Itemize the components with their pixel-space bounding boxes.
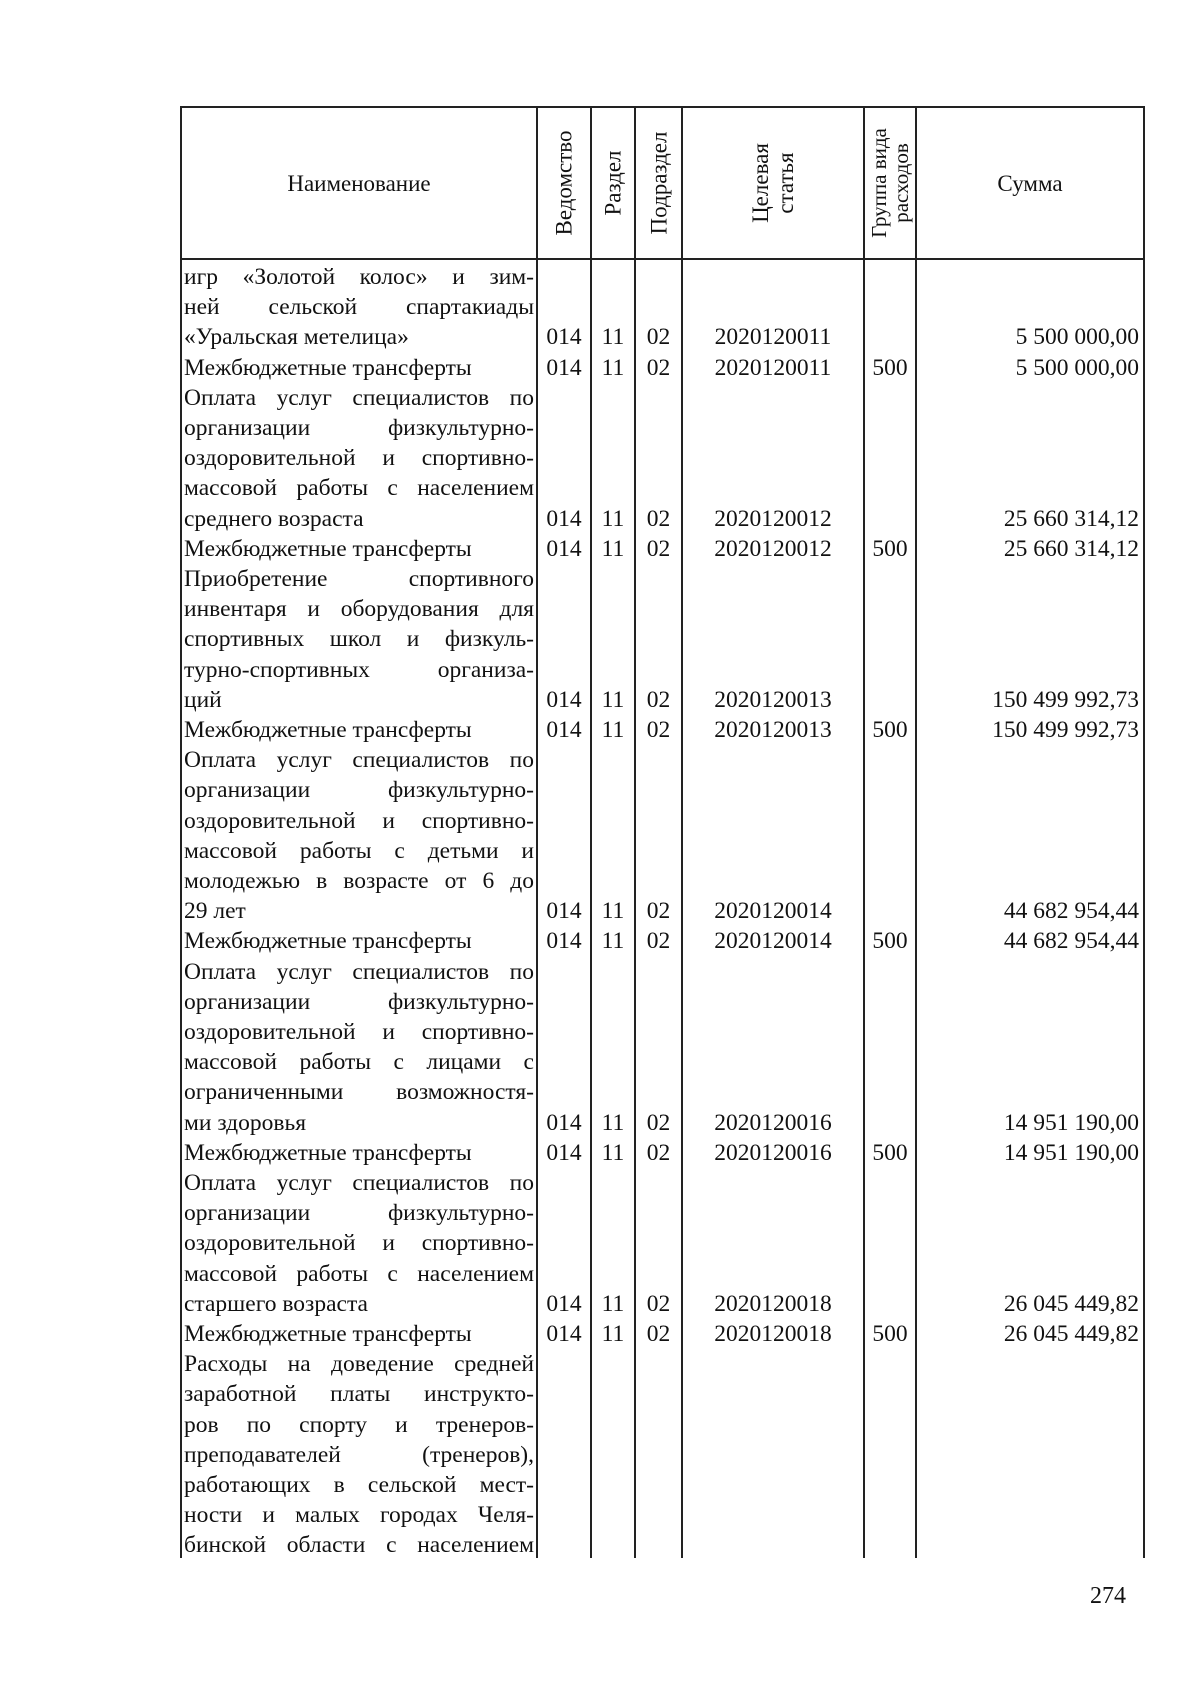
cell-naimenovanie: оздоровительной и спортивно-: [184, 445, 534, 471]
header-gruppa-line1: Группа вида: [867, 128, 891, 238]
header-celevaya-text: [748, 143, 798, 223]
header-podrazdel: [636, 108, 681, 258]
cell-razdel: 11: [601, 898, 625, 924]
cell-naimenovanie: Межбюджетные трансферты: [184, 536, 472, 562]
cell-gruppa-vida: [865, 322, 915, 352]
cell-podrazdel: 02: [646, 1110, 671, 1136]
cell-naimenovanie: преподавателей (тренеров),: [184, 1442, 534, 1468]
cell-naimenovanie: ров по спорту и тренеров-: [184, 1412, 534, 1438]
header-celevaya: [683, 108, 863, 258]
cell-summa: 44 682 954,44: [1003, 928, 1139, 954]
cell-razdel: 11: [601, 1140, 625, 1166]
cell-celevaya-statya: 2020120016: [714, 1110, 832, 1136]
cell-vedomstvo: 014: [546, 536, 582, 562]
cell-vedomstvo: 014: [546, 355, 582, 381]
cell-naimenovanie: бинской области с населением: [184, 1532, 534, 1558]
cell-naimenovanie: ограниченными возможностя-: [184, 1079, 534, 1105]
cell-naimenovanie: 29 лет: [184, 898, 246, 924]
cell-summa: 5 500 000,00: [1015, 324, 1139, 350]
cell-naimenovanie: ми здоровья: [184, 1110, 307, 1136]
cell-naimenovanie: массовой работы с населением: [184, 475, 534, 501]
cell-gruppa-vida: 500: [872, 1140, 908, 1166]
cell-vedomstvo: 014: [546, 717, 582, 743]
cell-podrazdel: 02: [646, 687, 671, 713]
cell-naimenovanie: оздоровительной и спортивно-: [184, 808, 534, 834]
header-celevaya-line2: статья: [773, 152, 798, 214]
cell-vedomstvo: 014: [546, 1140, 582, 1166]
cell-vedomstvo: 014: [546, 928, 582, 954]
cell-vedomstvo: 014: [546, 687, 582, 713]
cell-naimenovanie: Межбюджетные трансферты: [184, 717, 472, 743]
cell-summa: 14 951 190,00: [1003, 1110, 1139, 1136]
cell-naimenovanie: работающих в сельской мест-: [184, 1472, 534, 1498]
cell-gruppa-vida: 500: [872, 1321, 908, 1347]
cell-naimenovanie: старшего возраста: [184, 1291, 368, 1317]
page-number: 274: [1090, 1583, 1126, 1609]
cell-naimenovanie: массовой работы с детьми и: [184, 838, 534, 864]
cell-podrazdel: 02: [646, 928, 671, 954]
cell-podrazdel: 02: [646, 898, 671, 924]
cell-gruppa-vida: [865, 896, 915, 926]
cell-celevaya-statya: 2020120012: [714, 506, 832, 532]
cell-naimenovanie: Оплата услуг специалистов по: [184, 747, 534, 773]
cell-gruppa-vida: 500: [872, 717, 908, 743]
cell-vedomstvo: 014: [546, 506, 582, 532]
cell-naimenovanie: организации физкультурно-: [184, 415, 534, 441]
cell-summa: 25 660 314,12: [1003, 536, 1139, 562]
cell-celevaya-statya: 2020120011: [714, 324, 832, 350]
cell-naimenovanie: массовой работы с населением: [184, 1261, 534, 1287]
cell-naimenovanie: заработной платы инструкто-: [184, 1381, 534, 1407]
cell-summa: 150 499 992,73: [992, 687, 1139, 713]
table-left-border: [180, 106, 182, 1558]
cell-naimenovanie: молодежью в возрасте от 6 до: [184, 868, 534, 894]
cell-vedomstvo: 014: [546, 324, 582, 350]
cell-naimenovanie: массовой работы с лицами с: [184, 1049, 534, 1075]
cell-podrazdel: 02: [646, 506, 671, 532]
cell-naimenovanie: Оплата услуг специалистов по: [184, 385, 534, 411]
cell-razdel: 11: [601, 506, 625, 532]
cell-summa: 26 045 449,82: [1003, 1321, 1139, 1347]
cell-naimenovanie: Оплата услуг специалистов по: [184, 959, 534, 985]
cell-naimenovanie: спортивных школ и физкуль-: [184, 626, 534, 652]
cell-razdel: 11: [601, 1321, 625, 1347]
cell-naimenovanie: турно-спортивных организа-: [184, 657, 534, 683]
cell-naimenovanie: Межбюджетные трансферты: [184, 1321, 472, 1347]
cell-gruppa-vida: 500: [872, 536, 908, 562]
cell-naimenovanie: ций: [184, 687, 222, 713]
cell-naimenovanie: инвентаря и оборудования для: [184, 596, 534, 622]
cell-summa: 26 045 449,82: [1003, 1291, 1139, 1317]
cell-summa: 44 682 954,44: [1003, 898, 1139, 924]
cell-razdel: 11: [601, 928, 625, 954]
cell-razdel: 11: [601, 355, 625, 381]
cell-gruppa-vida: [865, 1108, 915, 1138]
cell-naimenovanie: Расходы на доведение средней: [184, 1351, 534, 1377]
cell-podrazdel: 02: [646, 1140, 671, 1166]
cell-razdel: 11: [601, 536, 625, 562]
cell-gruppa-vida: [865, 685, 915, 715]
cell-vedomstvo: 014: [546, 1291, 582, 1317]
cell-summa: 150 499 992,73: [992, 717, 1139, 743]
cell-razdel: 11: [601, 687, 625, 713]
cell-podrazdel: 02: [646, 324, 671, 350]
cell-razdel: 11: [601, 1110, 625, 1136]
header-name: [182, 108, 536, 258]
cell-summa: 14 951 190,00: [1003, 1140, 1139, 1166]
header-summa: [917, 108, 1143, 258]
header-podrazdel-text: Подраздел: [646, 131, 671, 235]
cell-podrazdel: 02: [646, 717, 671, 743]
cell-vedomstvo: 014: [546, 1110, 582, 1136]
cell-celevaya-statya: 2020120012: [714, 536, 832, 562]
cell-celevaya-statya: 2020120014: [714, 928, 832, 954]
cell-naimenovanie: Межбюджетные трансферты: [184, 928, 472, 954]
table-right-border: [1143, 106, 1145, 1558]
cell-naimenovanie: оздоровительной и спортивно-: [184, 1230, 534, 1256]
cell-celevaya-statya: 2020120018: [714, 1321, 832, 1347]
header-celevaya-line1: Целевая: [748, 143, 773, 223]
cell-celevaya-statya: 2020120014: [714, 898, 832, 924]
cell-naimenovanie: организации физкультурно-: [184, 777, 534, 803]
cell-podrazdel: 02: [646, 1291, 671, 1317]
header-vedomstvo-text: Ведомство: [551, 130, 577, 236]
cell-naimenovanie: игр «Золотой колос» и зим-: [184, 264, 534, 290]
header-name-text: Наименование: [287, 170, 431, 196]
cell-celevaya-statya: 2020120011: [714, 355, 832, 381]
cell-naimenovanie: организации физкультурно-: [184, 989, 534, 1015]
cell-podrazdel: 02: [646, 536, 671, 562]
cell-summa: 25 660 314,12: [1003, 506, 1139, 532]
cell-gruppa-vida: 500: [872, 928, 908, 954]
header-bottom-border: [181, 258, 1145, 260]
cell-celevaya-statya: 2020120018: [714, 1291, 832, 1317]
cell-summa: 5 500 000,00: [1015, 355, 1139, 381]
cell-celevaya-statya: 2020120013: [714, 717, 832, 743]
cell-razdel: 11: [601, 324, 625, 350]
cell-naimenovanie: ности и малых городах Челя-: [184, 1502, 534, 1528]
cell-celevaya-statya: 2020120013: [714, 687, 832, 713]
cell-naimenovanie: ней сельской спартакиады: [184, 294, 534, 320]
header-summa-text: Сумма: [997, 170, 1063, 196]
cell-gruppa-vida: [865, 504, 915, 534]
cell-naimenovanie: Межбюджетные трансферты: [184, 1140, 472, 1166]
cell-razdel: 11: [601, 1291, 625, 1317]
header-razdel-text: Раздел: [600, 150, 626, 216]
header-gruppa: [865, 108, 915, 258]
cell-gruppa-vida: [865, 1289, 915, 1319]
header-vedomstvo: [538, 108, 590, 258]
header-gruppa-text: [868, 128, 912, 238]
cell-podrazdel: 02: [646, 1321, 671, 1347]
header-gruppa-line2: расходов: [889, 143, 913, 223]
cell-razdel: 11: [601, 717, 625, 743]
header-razdel: [592, 108, 634, 258]
cell-naimenovanie: «Уральская метелица»: [184, 324, 409, 350]
cell-vedomstvo: 014: [546, 898, 582, 924]
cell-vedomstvo: 014: [546, 1321, 582, 1347]
cell-naimenovanie: организации физкультурно-: [184, 1200, 534, 1226]
cell-naimenovanie: Межбюджетные трансферты: [184, 355, 472, 381]
cell-gruppa-vida: 500: [872, 355, 908, 381]
cell-naimenovanie: Приобретение спортивного: [184, 566, 534, 592]
cell-naimenovanie: среднего возраста: [184, 506, 364, 532]
cell-naimenovanie: Оплата услуг специалистов по: [184, 1170, 534, 1196]
cell-podrazdel: 02: [646, 355, 671, 381]
cell-celevaya-statya: 2020120016: [714, 1140, 832, 1166]
cell-naimenovanie: оздоровительной и спортивно-: [184, 1019, 534, 1045]
